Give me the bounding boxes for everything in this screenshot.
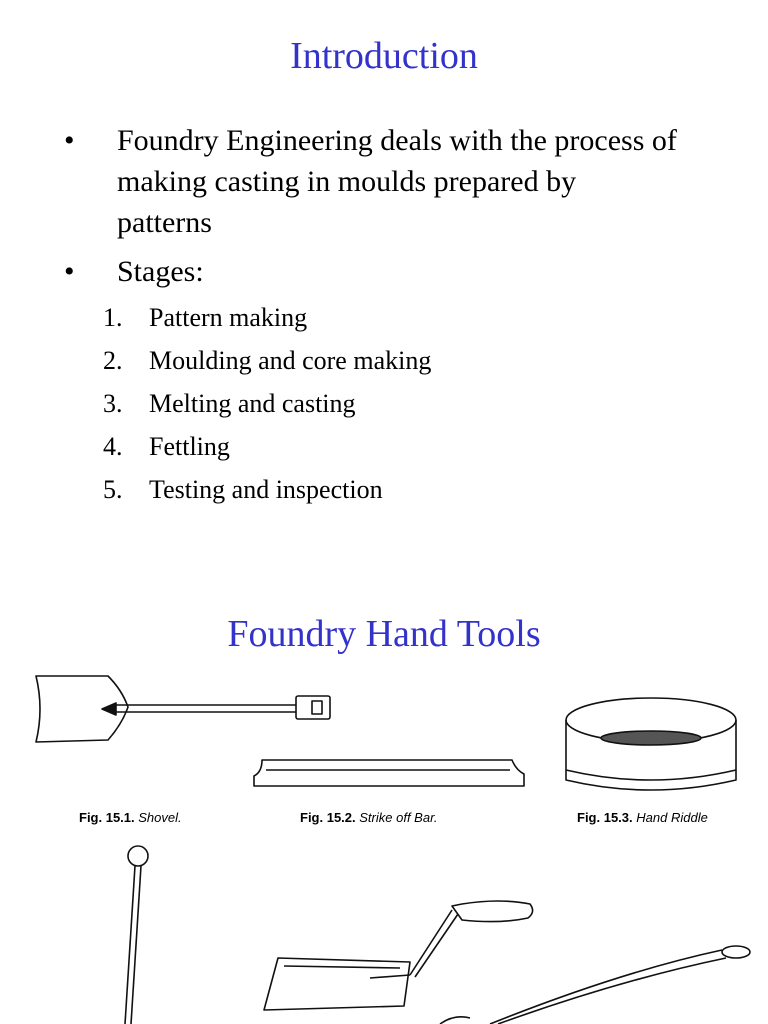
lifter-illustration: [125, 846, 148, 1024]
figure-caption-strike-off-bar: [300, 810, 438, 825]
bullet-dot: •: [64, 124, 75, 157]
stage-text: Melting and casting: [149, 389, 356, 418]
strike-off-bar-illustration: [254, 760, 524, 786]
figure-caption-hand-riddle: [577, 810, 708, 825]
ladle-illustration: [440, 946, 750, 1024]
stage-text: Moulding and core making: [149, 346, 432, 375]
stage-number: 5.: [103, 475, 123, 504]
tools-title: Foundry Hand Tools: [227, 613, 541, 655]
hand-riddle-illustration: [566, 698, 736, 790]
intro-title: Introduction: [290, 35, 478, 77]
figure-name: Hand Riddle: [636, 810, 708, 825]
stage-text: Testing and inspection: [149, 475, 383, 504]
figure-name: Shovel.: [138, 810, 182, 825]
shovel-illustration: [36, 676, 330, 742]
stage-number: 1.: [103, 303, 123, 332]
stage-text: Pattern making: [149, 303, 308, 332]
figure-label: Fig. 15.3.: [577, 810, 633, 825]
bullet-text: Stages:: [117, 255, 204, 288]
stage-number: 4.: [103, 432, 123, 461]
bullet-dot: •: [64, 255, 75, 288]
figure-label: Fig. 15.2.: [300, 810, 356, 825]
figure-name: Strike off Bar.: [359, 810, 438, 825]
trowel-illustration: [264, 901, 533, 1010]
figure-caption-shovel: [79, 810, 182, 825]
figure-label: Fig. 15.1.: [79, 810, 135, 825]
stage-number: 3.: [103, 389, 123, 418]
stage-text: Fettling: [149, 432, 230, 461]
bullet-text: Foundry Engineering deals with the process of making casting in moulds prepared by patterns: [117, 124, 677, 239]
stage-number: 2.: [103, 346, 123, 375]
